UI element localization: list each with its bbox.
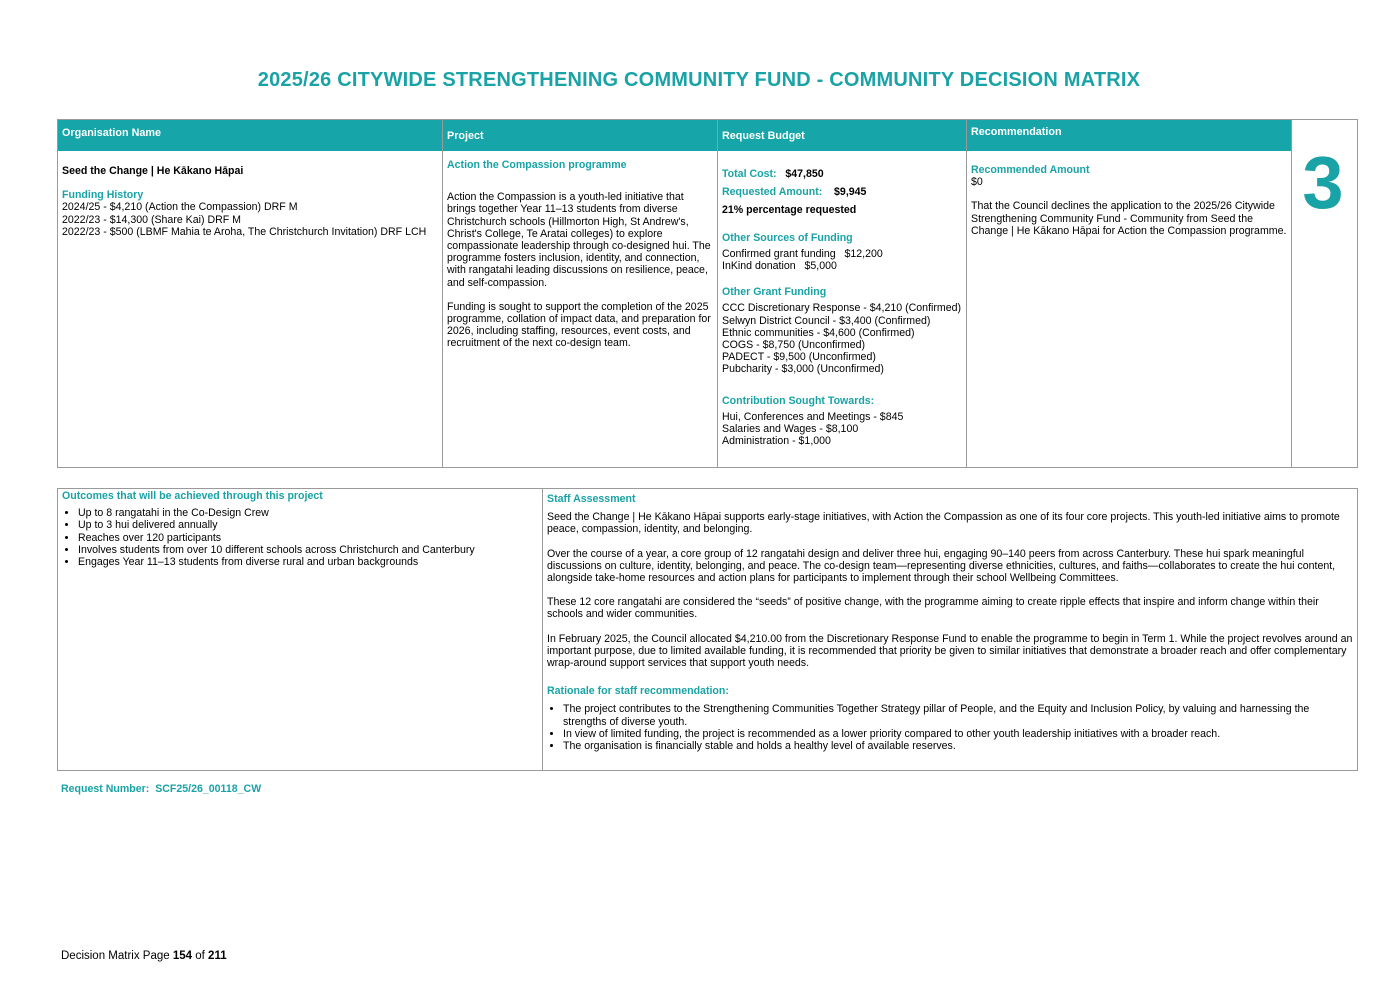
staff-paragraph: In February 2025, the Council allocated $4,210.00 from the Discretionary Response Fund to enable the programme to begin in Term 1. While the project revolves around an important purpose, due to limited available funding, it is recommended that priority be given to similar initiatives that demonstrate a broader reach and offer complementary wrap-around support services that support youth needs.	[547, 632, 1353, 670]
list-item: • Reaches over 120 participants	[78, 532, 538, 544]
staff-assessment-label: Staff Assessment	[547, 493, 636, 505]
outcomes-cell	[58, 489, 543, 770]
staff-paragraph: These 12 core rangatahi are considered the “seeds” of positive change, with the programme aiming to create ripple effects that inspire and inform change within their schools and wider communities.	[547, 596, 1319, 621]
recommendation-column	[967, 120, 1292, 467]
project-column	[443, 120, 718, 467]
page-footer: Decision Matrix Page 154 of 211	[61, 950, 227, 962]
page-title: 2025/26 CITYWIDE STRENGTHENING COMMUNITY FUND - COMMUNITY DECISION MATRIX	[257, 69, 1141, 91]
other-grant-item: PADECT - $9,500 (Unconfirmed)	[722, 351, 876, 364]
decision-table	[57, 119, 1358, 468]
list-item: • The organisation is financially stable and holds a healthy level of available reserves.	[563, 740, 1353, 752]
other-sources-label: Other Sources of Funding	[722, 231, 853, 244]
staff-assessment-cell	[543, 489, 1357, 770]
contribution-item: Salaries and Wages - $8,100	[722, 423, 859, 436]
contribution-item: Hui, Conferences and Meetings - $845	[722, 410, 904, 423]
funding-history-item: 2022/23 - $500 (LBMF Mahia te Aroha, The Christchurch Invitation) DRF LCH	[62, 225, 427, 238]
other-grant-item: Ethnic communities - $4,600 (Confirmed)	[722, 326, 915, 339]
project-name: Action the Compassion programme	[447, 159, 627, 171]
budget-header: Request Budget	[718, 120, 966, 151]
recommended-amount-label: Recommended Amount	[971, 164, 1090, 176]
recommended-amount: $0	[971, 176, 983, 189]
org-column	[58, 120, 443, 467]
priority-number: 3	[1302, 141, 1344, 224]
other-source-item: InKind donation $5,000	[722, 260, 837, 273]
list-item: • The project contributes to the Strengthening Communities Together Strategy pillar of People, and the Equity and Inclusion Policy, by valuing and harnessing the strengths of diverse youth.	[563, 703, 1353, 727]
list-item: • Up to 8 rangatahi in the Co-Design Crew	[78, 507, 538, 519]
other-grant-item: Pubcharity - $3,000 (Unconfirmed)	[722, 363, 884, 376]
rationale-label: Rationale for staff recommendation:	[547, 685, 729, 698]
recommendation-text: That the Council declines the application to the 2025/26 Citywide Strengthening Community Fund - Community from Seed the Change | He Kākano Hāpai for Action the Compassion programme.	[971, 200, 1287, 237]
assessment-table	[57, 488, 1358, 771]
contribution-label: Contribution Sought Towards:	[722, 394, 875, 407]
other-grants-label: Other Grant Funding	[722, 286, 827, 299]
funding-history-item: 2022/23 - $14,300 (Share Kai) DRF M	[62, 213, 242, 226]
project-header: Project	[443, 120, 717, 151]
funding-history-label: Funding History	[62, 189, 144, 202]
project-funding-purpose: Funding is sought to support the completion of the 2025 programme, collation of impact data, and preparation for 2026, including staffing, resources, event costs, and recruitment of the next co-design team.	[447, 300, 711, 350]
rationale-list	[547, 703, 1353, 752]
percentage-requested: 21% percentage requested	[722, 204, 857, 217]
project-description: Action the Compassion is a youth-led initiative that brings together Year 11–13 students from diverse Christchurch schools (Hillmorton High, St Andrew's, Christ's College, Te Aratai colleges) to explore compassionate leadership through co-designed hui. The programme fosters inclusion, identity, and connection, with rangatahi leading discussions on resilience, peace, and self-compassion.	[447, 191, 711, 289]
staff-paragraph: Over the course of a year, a core group of 12 rangatahi design and deliver three hui, engaging 90–140 peers from across Canterbury. These hui spark meaningful discussions on culture, identity, belonging, and peace. The co-design team—representing diverse ethnicities, cultures, and faiths—collaborates to create the hui content, alongside take-home resources and action plans for participants to implement through their school Wellbeing Committees.	[547, 547, 1336, 585]
other-grant-item: CCC Discretionary Response - $4,210 (Confirmed)	[722, 302, 962, 315]
total-cost-row: Total Cost: $47,850	[722, 168, 824, 180]
list-item: • In view of limited funding, the project is recommended as a lower priority compared to other youth leadership initiatives with a broader reach.	[563, 728, 1353, 740]
list-item: • Up to 3 hui delivered annually	[78, 519, 538, 531]
recommendation-header: Recommendation	[967, 120, 1291, 151]
list-item: • Engages Year 11–13 students from diverse rural and urban backgrounds	[78, 556, 538, 568]
other-grant-item: Selwyn District Council - $3,400 (Confirmed)	[722, 314, 931, 327]
funding-history-item: 2024/25 - $4,210 (Action the Compassion) DRF M	[62, 201, 298, 214]
contribution-item: Administration - $1,000	[722, 435, 831, 448]
list-item: • Involves students from over 10 different schools across Christchurch and Canterbury	[78, 544, 538, 556]
other-source-item: Confirmed grant funding $12,200	[722, 247, 883, 260]
org-name: Seed the Change | He Kākano Hāpai	[62, 165, 244, 177]
outcomes-list	[62, 507, 538, 568]
requested-amount-row: Requested Amount: $9,945	[722, 186, 867, 199]
request-number: Request Number: SCF25/26_00118_CW	[61, 783, 262, 795]
other-grant-item: COGS - $8,750 (Unconfirmed)	[722, 339, 866, 352]
budget-column	[718, 120, 967, 467]
staff-paragraph: Seed the Change | He Kākano Hāpai supports early-stage initiatives, with Action the Compassion as one of its four core projects. This youth-led initiative aims to promote peace, compassion, identity, and belonging.	[547, 511, 1340, 536]
org-header: Organisation Name	[58, 120, 442, 151]
outcomes-label: Outcomes that will be achieved through this project	[62, 490, 323, 502]
